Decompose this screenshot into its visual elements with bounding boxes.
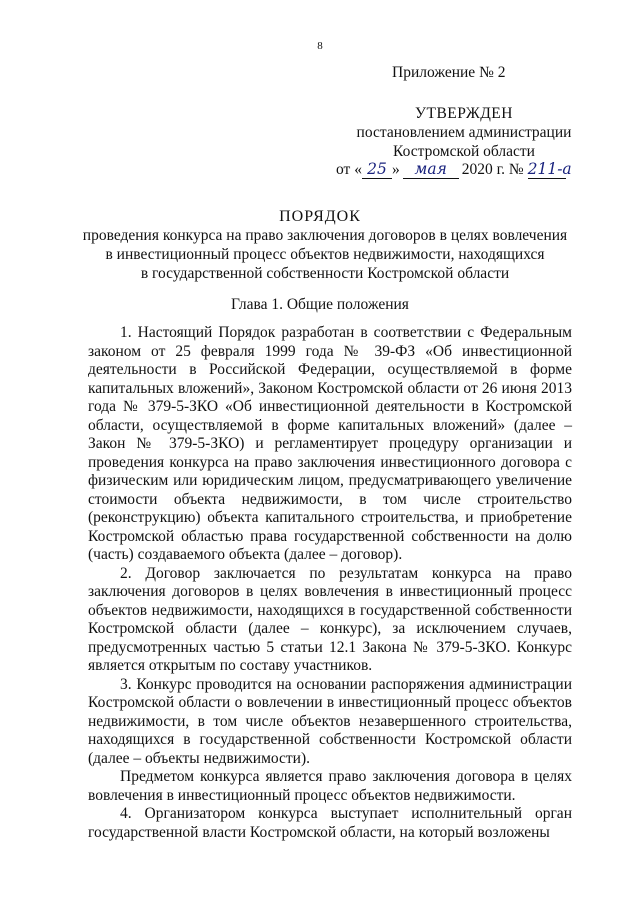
subtitle-line: в инвестиционный процесс объектов недвижимости, находящихся: [105, 246, 545, 263]
approved-line-1: постановлением администрации: [356, 124, 572, 141]
paragraph: 4. Организатором конкурса выступает исполнительный орган государственной власти Костромской области, на который возложены: [88, 805, 572, 841]
decree-number: 211-а: [527, 160, 572, 178]
decree-month: мая: [403, 160, 459, 179]
subtitle-line: проведения конкурса на право заключения договоров в целях вовлечения: [82, 227, 568, 244]
paragraph: Предметом конкурса является право заключения договора в целях вовлечения в инвестиционный процесс объектов недвижимости.: [88, 768, 572, 804]
subtitle-line: в государственной собственности Костромской области: [140, 265, 510, 282]
decree-year: 2020 г. №: [461, 161, 528, 178]
document-title: ПОРЯДОК: [279, 208, 361, 225]
paragraph: 2. Договор заключается по результатам конкурса на право заключения договоров в целях вовлечения в инвестиционный процесс объектов недвижимости, находящихся в государственной собственности Костромской области (далее – конкурс), за исключением случаев, предусмотренных частью 5 статьи 12.1 Закона № 379-5-ЗКО. Конкурс является открытым по составу участников.: [88, 564, 572, 674]
document-body: [88, 324, 572, 842]
paragraph: 3. Конкурс проводится на основании распоряжения администрации Костромской области о вовлечении в инвестиционный процесс объектов недвижимости, в том числе объектов незавершенного строительства, находящихся в государственной собственности Костромской области (далее – объекты недвижимости).: [88, 675, 572, 767]
approved-heading: УТВЕРЖДЕН: [415, 105, 513, 122]
approval-block: [330, 104, 598, 161]
decree-quote-close: »: [391, 161, 400, 178]
decree-prefix: от «: [336, 161, 362, 178]
decree-date-line: [336, 160, 572, 179]
approved-line-2: Костромской области: [393, 143, 535, 160]
document-subtitle: [80, 226, 570, 283]
paragraph: 1. Настоящий Порядок разработан в соответствии с Федеральным законом от 25 февраля 1999 года № 39-ФЗ «Об инвестиционной деятельности в Российской Федерации, осуществляемой в форме капитальных вложений», Законом Костромской области от 26 июня 2013 года № 379-5-ЗКО «Об инвестиционной деятельности в Костромской области, осуществляемой в форме капитальных вложений» (далее – Закон № 379-5-ЗКО) и регламентирует процедуру организации и проведения конкурса на право заключения инвестиционного договора с физическим или юридическим лицом, предусматривающего увеличение стоимости объекта недвижимости, в том числе строительство (реконструкцию) объекта капитального строительства, и приобретение Костромской областью права государственной собственности на долю (часть) создаваемого объекта (далее – договор).: [88, 324, 572, 563]
appendix-label: Приложение № 2: [392, 64, 506, 81]
chapter-heading: Глава 1. Общие положения: [231, 296, 409, 313]
page-number: 8: [317, 40, 323, 52]
decree-day: 25: [362, 160, 392, 179]
